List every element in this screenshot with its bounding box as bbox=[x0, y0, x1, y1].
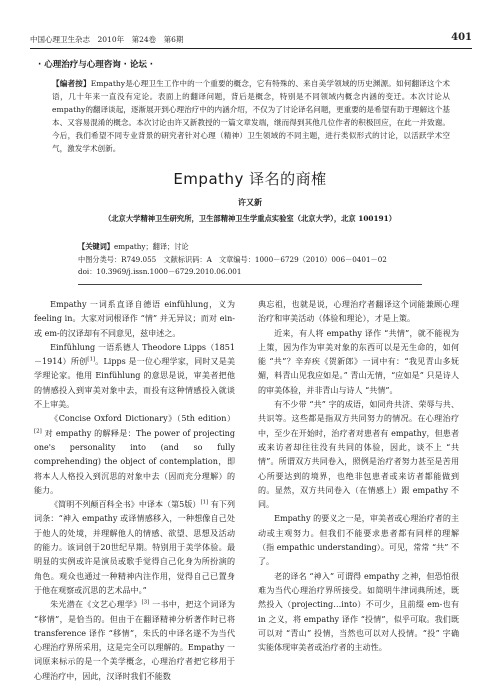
paragraph-text: Einfühlung 一语系德人 Theodore Lipps（1851－1914）所创 bbox=[34, 342, 235, 367]
section-title: · 心理治疗与心理咨询 · 论坛 · bbox=[38, 60, 154, 70]
paragraph-text: 对 empathy 的解释是：The power of projecting one's personality into (and so fully comprehending) the object of contemplation，即将本人人格投入到沉思的对象中去（因而充分理解）的能力。 bbox=[34, 428, 235, 495]
body-column-left bbox=[34, 298, 235, 684]
body-paragraph bbox=[34, 341, 235, 412]
body-paragraph bbox=[34, 412, 235, 498]
paragraph-text: 近来，有人将 empathy 译作 “共情”，就不能视为上策，因为作为审美对象的东西可以是无生命的，如何能 “共”？辛弃疾《贺新郎》一词中有：“我见青山多妩媚，料青山见我应如是。” 青山无情，“应如是” 只是诗人的审美体验，并非青山与诗人 “共情”。 bbox=[258, 328, 459, 395]
citation-ref: [3] bbox=[141, 599, 150, 606]
doi-line: doi：10.3969/j.issn.1000－6729.2010.06.001 bbox=[78, 267, 242, 276]
editor-note-tag: 【编者按】 bbox=[52, 79, 91, 88]
paragraph-text: 典忘祖，也就是说，心理治疗者翻译这个词能兼顾心理治疗和审美活动（体验和理论），才是上策。 bbox=[258, 300, 459, 324]
running-header bbox=[30, 32, 472, 46]
paragraph-text: Empathy 一词系直译自德语 einfühlung，义为 feeling in。大家对词根译作 “情” 并无异议；而对 ein-或 em-的汉译却有不同意见，兹申述之。 bbox=[34, 300, 235, 338]
meta-rule bbox=[78, 284, 422, 285]
journal-info: 中国心理卫生杂志 2010年 第24卷 第6期 bbox=[30, 35, 184, 44]
article-meta bbox=[78, 241, 438, 279]
article-title: Empathy 译名的商榷 bbox=[173, 170, 327, 188]
classification-line: 中图分类号：R749.055 文献标识码：A 文章编号：1000－6729（2010）006－0401－02 bbox=[78, 254, 387, 264]
paragraph-text: Empathy 的要义之一是，审美者或心理治疗者的主动或主观努力。但我们不能要求患者都有同样的理解（指 empathic understanding）。可见，常常 “共” 不了。 bbox=[258, 514, 459, 567]
paragraph-text: 有下列词条：“神入 empathy 或译情感移入，一种想像自己处于他人的处境，并理解他人的情感、欲望、思想及活动的能力。该词创于20世纪早期。特别用于美学体验。最明显的实例或许是演员或歌手觉得自己化身为所扮演的角色。观众也通过一种精神内注作用，觉得自己已置身于他在观察或沉思的艺术品中。” bbox=[34, 500, 235, 595]
paragraph-text: 老的译名 “神入” 可谓得 empathy 之神，但恐怕很难为当代心理治疗界所接受。如简明牛津词典所述，既然投入（projecting…into）不可少，且前缀 em-也有 in 之义，将 empathy 译作 “投情”，似乎可取。我们既可以对 “青山” 投情，当然也可以对人投情。“投” 字确实能体现审美者或治疗者的主动性。 bbox=[258, 571, 459, 653]
keywords-line bbox=[78, 241, 438, 254]
author-name: 许又新 bbox=[238, 197, 262, 207]
paragraph-text: 《Concise Oxford Dictionary》（5th edition） bbox=[50, 414, 235, 424]
citation-ref: [2] bbox=[34, 428, 42, 434]
keywords-label: 【关键词】 bbox=[78, 242, 114, 251]
paragraph-text: 《简明不列颠百科全书》中译本（第5版） bbox=[50, 500, 201, 510]
editor-note bbox=[52, 77, 450, 155]
page-number: 401 bbox=[451, 32, 472, 43]
body-paragraph bbox=[34, 298, 235, 341]
body-paragraph bbox=[258, 570, 459, 656]
body-paragraph bbox=[258, 298, 459, 327]
paragraph-text: 一书中，把这个词译为 “移情”，是恰当的。但由于在翻译精神分析著作时已将 transference 译作 “移情”，朱氏的中译名遂不为当代心理治疗界所采用，这是完全可以理解的。Empathy 一词原来标示的是一个美学概念，心理治疗者把它移用于心理治疗中，因此，汉译时我们不能数 bbox=[34, 600, 236, 681]
body-column-right bbox=[258, 298, 459, 655]
body-paragraph bbox=[34, 598, 235, 684]
paragraph-text: 有不少带 “共” 字的成语，如同舟共济、荣辱与共、共识等。这些都是指双方共同努力的情况。在心理治疗中，至少在开始时，治疗者对患者有 empathy，但患者或来访者却往往没有共同的体验，因此，谈不上 “共情”。所谓双方共同卷入，照例是治疗者努力甚至是苦用心所要达到的境界，也绝非包患者或来访者都能做到的。显然，双方共同卷入（在情感上）跟 empathy 不同。 bbox=[258, 400, 459, 510]
body-paragraph bbox=[258, 398, 459, 512]
citation-ref: [1] bbox=[87, 356, 96, 363]
body-paragraph bbox=[34, 498, 235, 598]
body-paragraph bbox=[258, 327, 459, 398]
keywords-value: empathy；翻译；讨论 bbox=[113, 242, 189, 251]
citation-ref: [1] bbox=[200, 499, 209, 506]
author-affiliation: （北京大学精神卫生研究所，卫生部精神卫生学重点实验室（北京大学），北京 100191） bbox=[103, 214, 397, 223]
header-rule bbox=[30, 48, 472, 49]
paragraph-text: 朱光潜在《文艺心理学》 bbox=[50, 600, 142, 610]
paragraph-text: 。Lipps 是一位心理学家，同时又是美学理论家。他用 Einfühlung 的意思是说，审美者把他的情感投入到审美对象中去，而投有这种情感投入就谈不上审美。 bbox=[34, 357, 235, 410]
editor-note-text: Empathy是心理卫生工作中的一个重要的概念，它有特殊的、来自美学领域的历史渊源。如何翻译这个术语，几十年来一直没有定论。表面上的翻译问题，背后是概念，特别是不同领域内概念内涵的变迁。本次讨论从empathy的翻译谈起，逐渐展开到心理治疗中的内涵介绍，不仅为了讨论译名问题，更重要的是希望有助于理解这个基本、又容易混淆的概念。本次讨论由许又新教授的一篇文章发端，继而得到其他几位作者的积极回应，在此一并致谢。今后，我们希望不同专业背景的研究者针对心理（精神）卫生领域的不同主题，进行类似形式的讨论，以活跃学术空气，激发学术创新。 bbox=[52, 79, 450, 153]
body-paragraph bbox=[258, 512, 459, 569]
